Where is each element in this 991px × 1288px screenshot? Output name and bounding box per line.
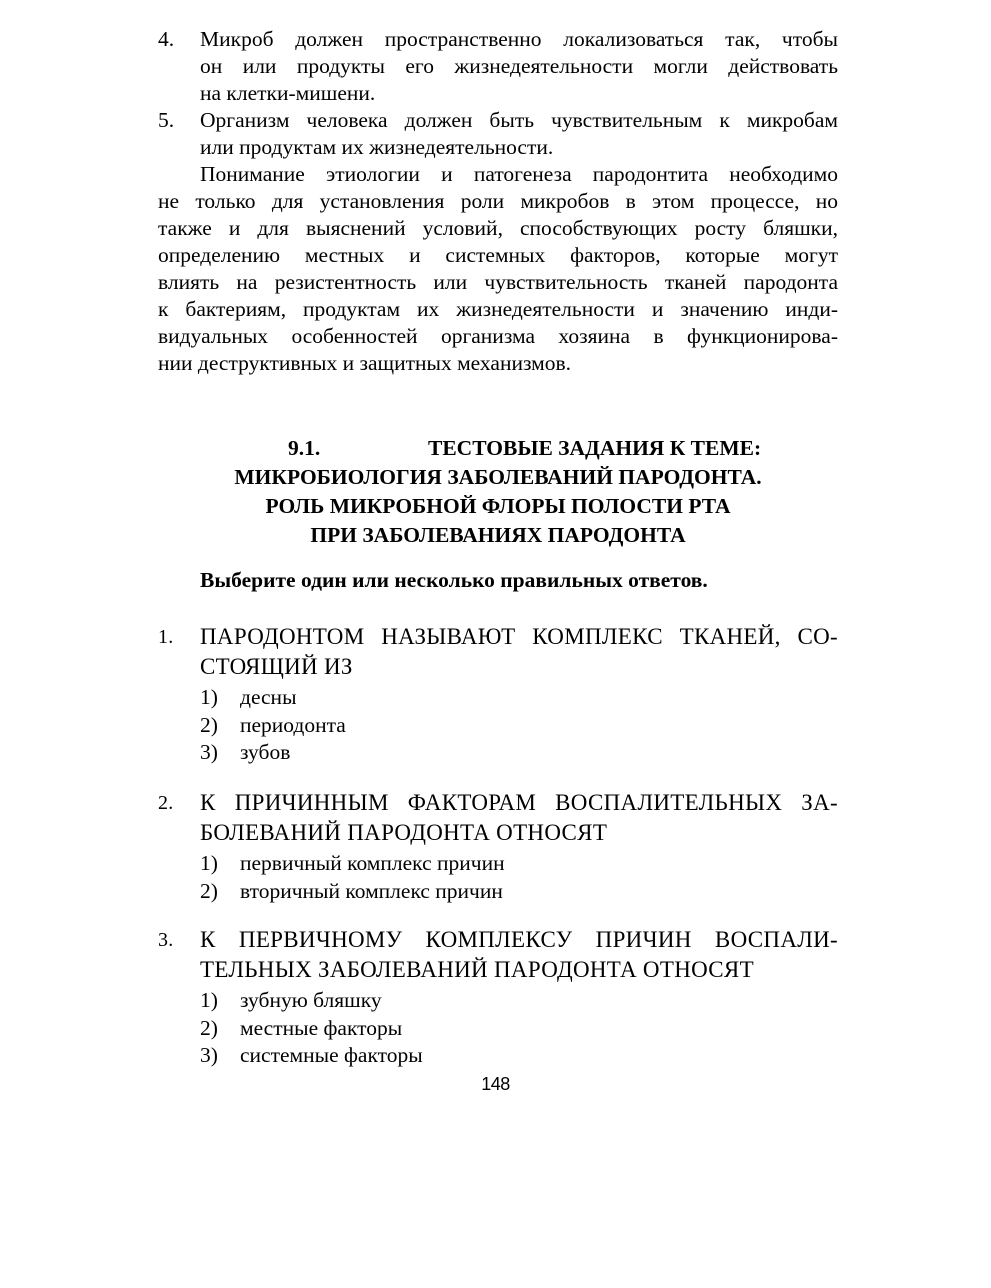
answer-option (158, 739, 838, 767)
answer-text: зубную бляшку (240, 988, 382, 1012)
list-item-number: 5. (158, 108, 175, 132)
answer-list (158, 850, 838, 905)
answer-text: десны (240, 685, 297, 709)
text-line: влиять на резистентность или чувствительность тканей пародонта (158, 270, 838, 294)
question-text (158, 925, 838, 985)
answer-option (158, 684, 838, 712)
question-2 (158, 788, 838, 905)
text-line: Микроб должен пространственно локализоваться так, чтобы (200, 27, 838, 51)
answer-option (158, 878, 838, 906)
answer-text: периодонта (240, 712, 346, 737)
question-text (158, 788, 838, 848)
text-line: к бактериям, продуктам их жизнедеятельности и значению инди- (158, 297, 838, 321)
answer-number: 1) (200, 685, 218, 709)
heading-line: РОЛЬ МИКРОБНОЙ ФЛОРЫ ПОЛОСТИ РТА (265, 494, 731, 518)
section-number: 9.1. (288, 436, 321, 460)
page-number: 148 (481, 1074, 510, 1094)
heading-first-line (158, 434, 838, 463)
question-number: 1. (158, 626, 174, 648)
answer-list (158, 684, 838, 767)
answer-list (158, 987, 838, 1070)
instruction-text: Выберите один или несколько правильных ответов. (200, 568, 708, 592)
question-line: К ПЕРВИЧНОМУ КОМПЛЕКСУ ПРИЧИН ВОСПАЛИ- (200, 927, 838, 952)
text-line: также и для выяснений условий, способствующих росту бляшки, (158, 216, 838, 240)
text-line: или продуктам их жизнедеятельности. (200, 135, 554, 159)
heading-line: МИКРОБИОЛОГИЯ ЗАБОЛЕВАНИЙ ПАРОДОНТА. (234, 465, 762, 489)
text-line: на клетки-мишени. (200, 81, 376, 105)
text-line: нии деструктивных и защитных механизмов. (158, 351, 572, 375)
answer-option (158, 1042, 838, 1070)
question-line: ПАРОДОНТОМ НАЗЫВАЮТ КОМПЛЕКС ТКАНЕЙ, СО- (200, 624, 838, 649)
list-item-4 (158, 26, 838, 107)
answer-text: зубов (240, 740, 291, 764)
text-line: Организм человека должен быть чувствительным к микробам (200, 108, 838, 132)
text-line: видуальных особенностей организма хозяина в функционирова- (158, 324, 838, 348)
question-line: СТОЯЩИЙ ИЗ (200, 654, 353, 679)
answer-number: 2) (200, 712, 218, 737)
answer-option (158, 987, 838, 1015)
answer-number: 2) (200, 878, 218, 903)
text-line: Понимание этиологии и патогенеза пародонтита необходимо (200, 162, 838, 186)
question-line: К ПРИЧИННЫМ ФАКТОРАМ ВОСПАЛИТЕЛЬНЫХ ЗА- (200, 790, 838, 815)
answer-option (158, 1015, 838, 1043)
text-line: определению местных и системных факторов, которые могут (158, 243, 838, 267)
answer-option (158, 850, 838, 878)
text-line: не только для установления роли микробов в этом процессе, но (158, 189, 838, 213)
heading-line: ТЕСТОВЫЕ ЗАДАНИЯ К ТЕМЕ: (428, 436, 762, 460)
answer-number: 2) (200, 1015, 218, 1040)
answer-number: 1) (200, 851, 218, 875)
text-line: он или продукты его жизнедеятельности могли действовать (200, 54, 838, 78)
list-item-5 (158, 107, 838, 161)
question-line: БОЛЕВАНИЙ ПАРОДОНТА ОТНОСЯТ (200, 820, 608, 845)
answer-text: вторичный комплекс причин (240, 878, 503, 903)
answer-number: 1) (200, 988, 218, 1012)
body-paragraph (158, 161, 838, 377)
question-line: ТЕЛЬНЫХ ЗАБОЛЕВАНИЙ ПАРОДОНТА ОТНОСЯТ (200, 957, 754, 982)
section-heading (158, 434, 838, 550)
answer-text: системные факторы (240, 1043, 423, 1067)
answer-text: первичный комплекс причин (240, 851, 505, 875)
list-item-number: 4. (158, 27, 175, 51)
intro-block (158, 26, 838, 377)
answer-option (158, 712, 838, 740)
answer-text: местные факторы (240, 1015, 403, 1040)
answer-number: 3) (200, 1043, 218, 1067)
question-number: 2. (158, 792, 174, 814)
question-3 (158, 925, 838, 1070)
question-text (158, 622, 838, 682)
question-number: 3. (158, 929, 174, 951)
answer-number: 3) (200, 740, 218, 764)
question-1 (158, 622, 838, 767)
heading-line: ПРИ ЗАБОЛЕВАНИЯХ ПАРОДОНТА (310, 523, 686, 547)
